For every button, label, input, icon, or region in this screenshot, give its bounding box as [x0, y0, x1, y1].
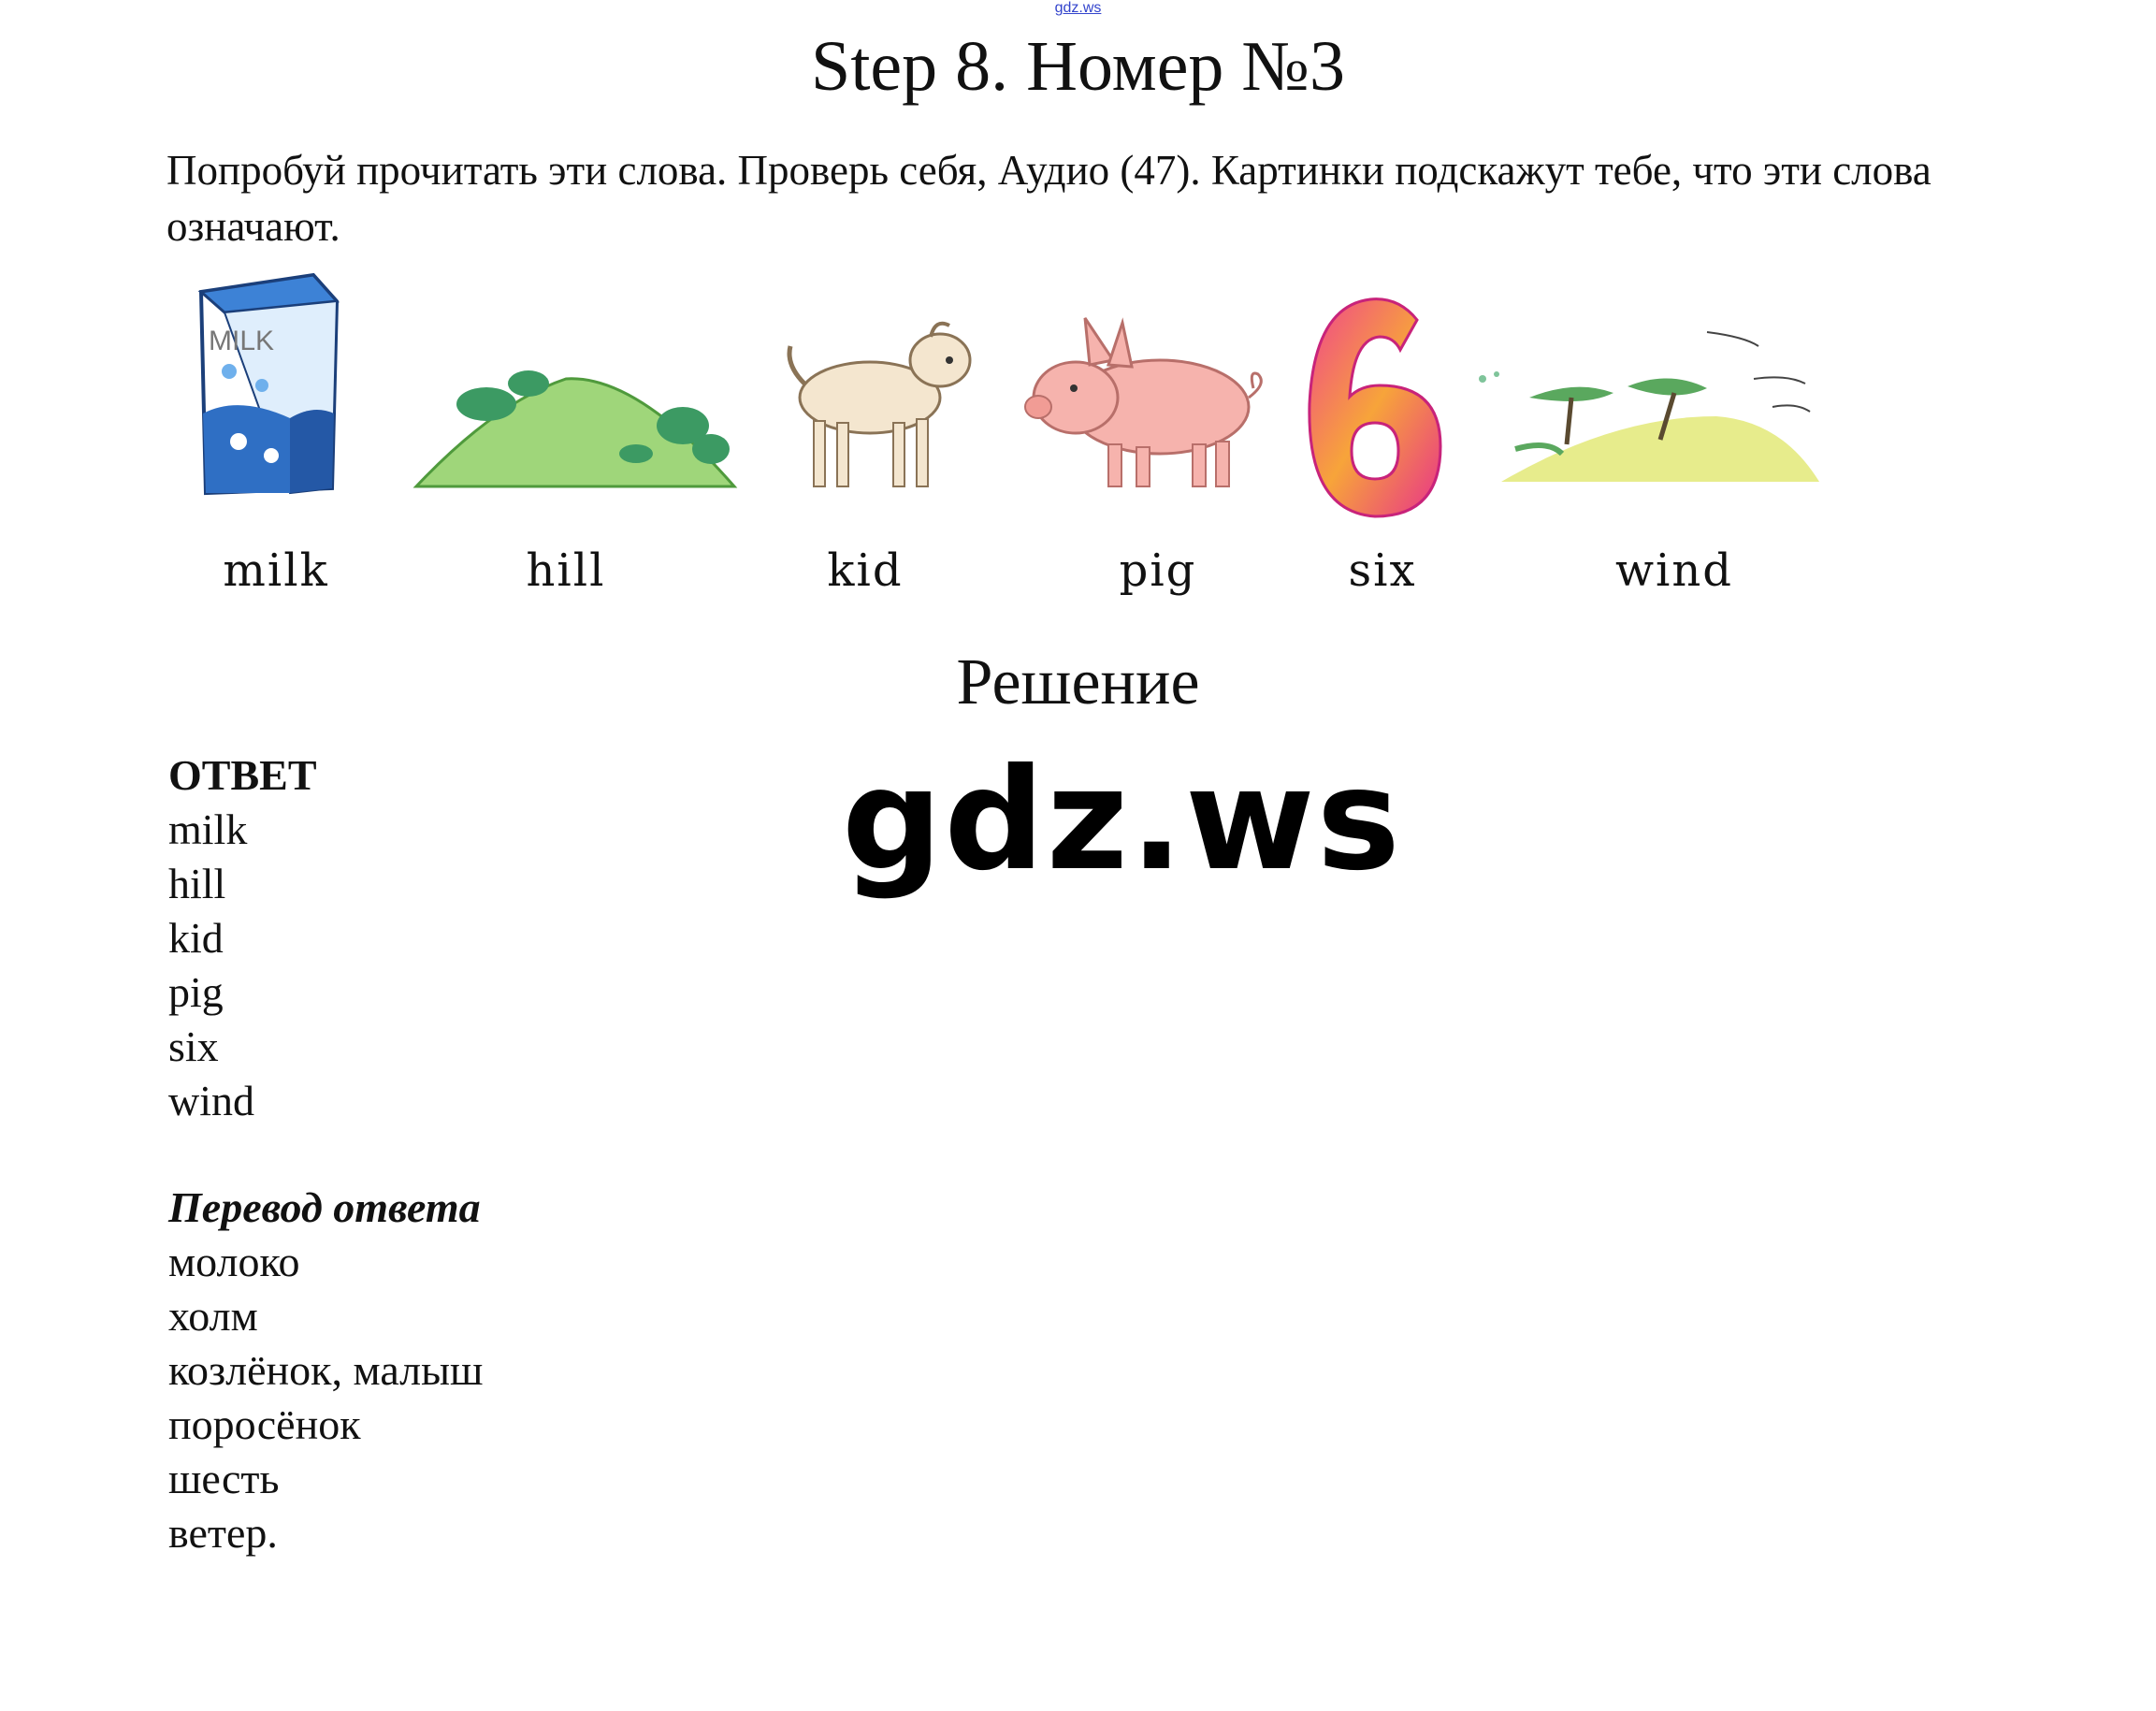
answer-line: pig — [168, 968, 224, 1016]
word-label-wind: wind — [1614, 544, 1734, 597]
answer-line: six — [168, 1022, 219, 1070]
task-instruction: Попробуй прочитать эти слова. Проверь себя, Аудио (47). Картинки подскажут тебе, что эти слова означают. — [166, 147, 1932, 250]
watermark-logo: gdz.ws — [842, 739, 1402, 902]
answer-line: hill — [168, 860, 226, 907]
translation-line: шесть — [168, 1455, 280, 1502]
site-link[interactable]: gdz.ws — [1054, 0, 1102, 16]
translation-line: холм — [168, 1292, 258, 1340]
answer-section — [168, 748, 317, 1128]
answer-line: kid — [168, 914, 224, 962]
page-title: Step 8. Номер №3 — [811, 27, 1345, 106]
word-label-pig: pig — [1119, 544, 1197, 597]
word-label-six: six — [1348, 544, 1417, 597]
answer-heading: ОТВЕТ — [168, 751, 317, 799]
answer-line: milk — [168, 805, 248, 853]
translation-heading: Перевод ответа — [168, 1183, 481, 1231]
hill-icon — [412, 346, 739, 496]
goat-kid-icon — [772, 309, 996, 496]
translation-line: ветер. — [168, 1509, 278, 1557]
milk-carton-icon — [182, 264, 351, 498]
translation-line: молоко — [168, 1238, 300, 1285]
translation-line: козлёнок, малыш — [168, 1346, 484, 1394]
svg-text:MILK: MILK — [209, 326, 275, 356]
number-six-icon — [1295, 292, 1454, 526]
windy-landscape-icon — [1473, 313, 1829, 496]
translation-line: поросёнок — [168, 1400, 361, 1448]
answer-line: wind — [168, 1077, 254, 1124]
word-label-milk: milk — [223, 544, 329, 597]
pig-icon — [1020, 309, 1281, 496]
word-label-hill: hill — [526, 544, 606, 597]
translation-section — [168, 1181, 483, 1560]
solution-heading: Решение — [956, 646, 1200, 718]
word-label-kid: kid — [827, 544, 904, 597]
